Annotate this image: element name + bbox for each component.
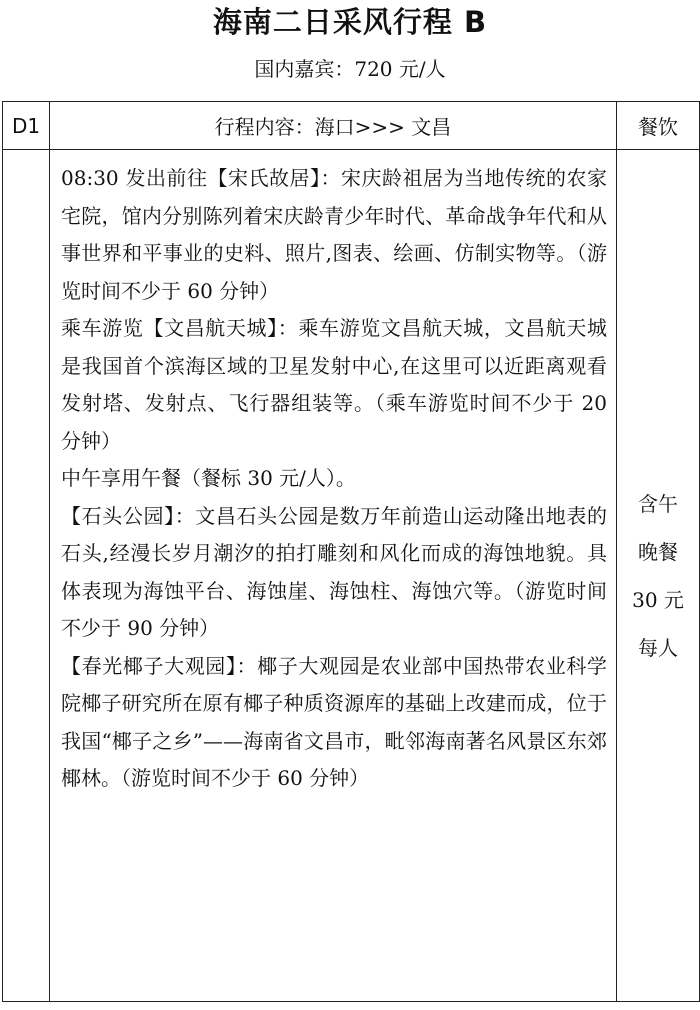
day-cell <box>3 150 50 1002</box>
header-day-cell: D1 <box>3 102 50 150</box>
page-title: 海南二日采风行程 B <box>212 5 488 39</box>
price-subtitle: 国内嘉宾：720 元/人 <box>254 57 446 81</box>
table-header-row <box>3 102 700 150</box>
table-row <box>3 150 700 1002</box>
meal-line: 含午 <box>638 491 678 516</box>
meal-line: 30 元 <box>632 587 684 612</box>
paragraph-song-residence: 08:30 发出前往【宋氏故居】：宋庆龄祖居为当地传统的农家宅院，馆内分别陈列着宋庆龄青少年时代、革命战争年代和从事世界和平事业的史料、照片,图表、绘画、仿制实物等。（游览时间不少于 60 分钟） <box>61 166 607 303</box>
meal-cell <box>617 150 700 1002</box>
header-meal-cell: 餐饮 <box>617 102 700 150</box>
paragraph-lunch: 中午享用午餐（餐标 30 元/人）。 <box>61 466 356 490</box>
meal-line: 每人 <box>638 635 678 660</box>
itinerary-content-cell <box>50 150 617 1002</box>
paragraph-stone-park: 【石头公园】：文昌石头公园是数万年前造山运动隆出地表的石头,经漫长岁月潮汐的拍打雕刻和风化而成的海蚀地貌。具体表现为海蚀平台、海蚀崖、海蚀柱、海蚀穴等。（游览时间不少于 90 分钟） <box>61 503 607 640</box>
meal-line: 晚餐 <box>638 539 678 564</box>
header-content-cell: 行程内容：海口>>> 文昌 <box>50 102 617 150</box>
itinerary-table <box>2 101 700 1002</box>
paragraph-space-city: 乘车游览【文昌航天城】：乘车游览文昌航天城，文昌航天城是我国首个滨海区域的卫星发射中心,在这里可以近距离观看发射塔、发射点、飞行器组装等。（乘车游览时间不少于 20 分钟） <box>61 316 607 453</box>
itinerary-content-text <box>50 150 616 798</box>
paragraph-coconut-park: 【春光椰子大观园】：椰子大观园是农业部中国热带农业科学院椰子研究所在原有椰子种质资源库的基础上改建而成，位于我国“椰子之乡”——海南省文昌市，毗邻海南著名风景区东郊椰林。（游览时间不少于 60 分钟） <box>61 653 607 790</box>
